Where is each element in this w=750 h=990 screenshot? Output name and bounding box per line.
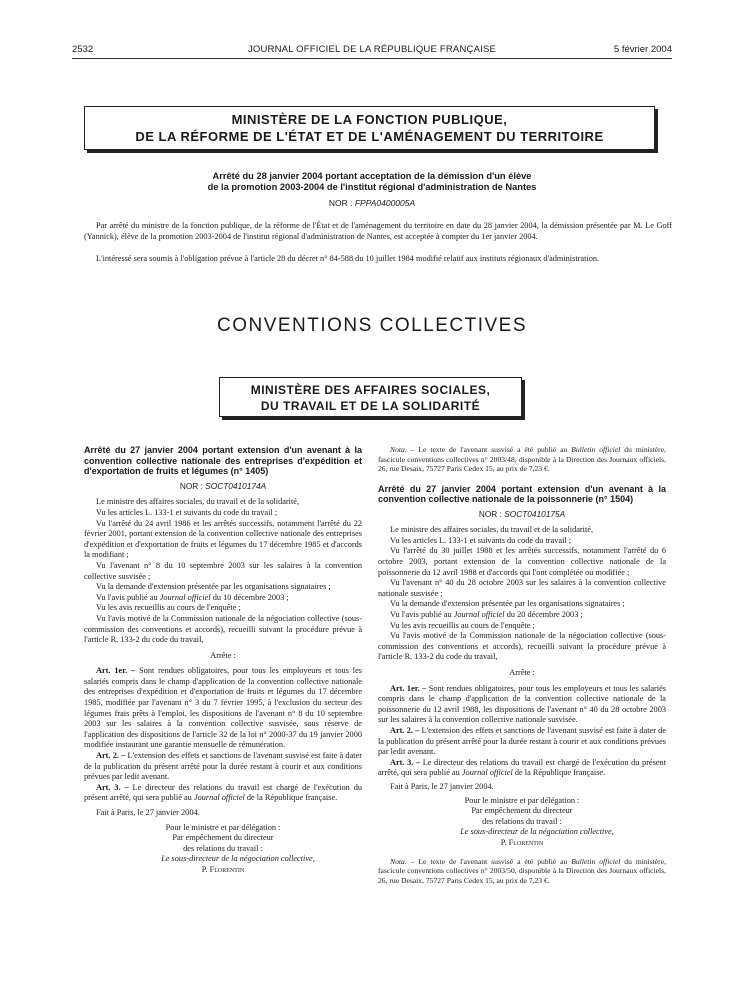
article-text: Sont rendues obligatoires, pour tous les employeurs et tous les salariés compris dans le champ d'application de la convention collective nationale de la poissonnerie du 12 avril 1988, les dispositions de l'avenant n° 40 du 28 octobre 2003 sur les salaires à la convention collective nationale susvisée. bbox=[378, 683, 666, 725]
bulletin-ref: Bulletin officiel bbox=[571, 856, 621, 866]
signatory-name: P. Florentin bbox=[201, 864, 245, 874]
paragraph: Vu l'arrêté du 30 juillet 1988 et les arrêtés successifs, notamment l'arrêté du 6 octobre 2003, portant extension de la convention collective nationale de la poissonnerie du 12 avril 1988 et d'accords qui l'ont complétée ou modifiée ; bbox=[378, 546, 666, 577]
nor-label: NOR : bbox=[478, 508, 502, 519]
signature-line: des relations du travail : bbox=[482, 816, 562, 826]
article-label: Art. 2. – bbox=[390, 725, 420, 735]
nota-text: du ministère, fascicule conventions collectives n° 2003/48, disponible à la Direction des Journaux officiels, 26, rue Desaix, 75727 Paris Cedex 15, au prix de 7,23 €. bbox=[378, 445, 666, 473]
paragraph: Vu l'avenant n° 8 du 10 septembre 2003 sur les salaires à la convention collective susvisée ; bbox=[84, 560, 362, 581]
article-text: Sont rendues obligatoires, pour tous les employeurs et tous les salariés compris dans le champ d'application de la convention collective nationale des entreprises d'expédition et d'exportation de fruits et légumes du 17 décembre 1985, modifiée par l'avenant n° 3 du 7 février 1995, à l'exclusion du secteur des légumes frais prêts à l'emploi, les dispositions de l'avenant n° 8 du 10 septembre 2003 sur les salaires à la convention collective susvisée, sous réserve de l'application des dispositions de l'article 32 de la loi n° 2000-37 du 19 janvier 2000 modifiée instaurant une garantie mensuelle de rémunération. bbox=[84, 666, 363, 750]
paragraph bbox=[84, 593, 362, 604]
journal-ref: Journal officiel bbox=[193, 793, 245, 803]
ministry-box-fonction-publique bbox=[84, 106, 655, 150]
article-text: L'extension des effets et sanctions de l'avenant susvisé est faite à dater de la publication du présent arrêté pour la durée restant à courir et aux conditions prévues par ledit avenant. bbox=[84, 751, 363, 782]
article-label: Art. 1er. – bbox=[390, 683, 427, 693]
article-1 bbox=[378, 684, 666, 726]
signature-line: Par empêchement du directeur bbox=[172, 833, 274, 843]
right-column bbox=[378, 445, 666, 885]
paragraph: Le ministre des affaires sociales, du travail et de la solidarité, bbox=[390, 525, 594, 535]
nota-label: Nota. – bbox=[390, 856, 415, 866]
arrete-title-line-2: de la promotion 2003-2004 de l'institut régional d'administration de Nantes bbox=[207, 182, 537, 192]
journal-title: JOURNAL OFFICIEL DE LA RÉPUBLIQUE FRANÇAISE bbox=[247, 44, 497, 55]
article-2 bbox=[84, 751, 362, 783]
nor-code: SOCT0410174A bbox=[205, 480, 267, 491]
fait-line: Fait à Paris, le 27 janvier 2004. bbox=[390, 781, 494, 791]
signature-line: Pour le ministre et par délégation : bbox=[165, 822, 281, 832]
paragraph: Vu les avis recueillis au cours de l'enquête ; bbox=[390, 620, 535, 630]
arrete-title: Arrêté du 27 janvier 2004 portant extension d'un avenant à la convention collective nationale des entreprises d'expédition et d'exportation de fruits et légumes (n° 1405) bbox=[84, 445, 362, 477]
arrete-label: Arrête : bbox=[509, 668, 535, 677]
paragraph: Vu l'avis motivé de la Commission nationale de la négociation collective (sous-commission des conventions et accords), recueilli suivant la procédure prévue à l'article R. 133-2 du code du travail, bbox=[378, 631, 666, 662]
journal-ref: Journal officiel bbox=[159, 592, 211, 602]
nota-text: du ministère, fascicule conventions collectives n° 2003/50, disponible à la Direction des Journaux officiels, 26, rue Desaix, 75727 Paris Cedex 15, au prix de 7,23 €. bbox=[378, 856, 666, 885]
ministry-line-1: MINISTÈRE DE LA FONCTION PUBLIQUE, bbox=[231, 112, 508, 127]
arrete-paragraph: Par arrêté du ministre de la fonction publique, de la réforme de l'État et de l'aménagement du territoire en date du 28 janvier 2004, la démission présentée par M. Le Goff (Yannick), élève de la promotion 2003-2004 de l'institut régional d'administration de Nantes, est acceptée à compter du 1er janvier 2004. bbox=[84, 221, 672, 241]
signature-line: Par empêchement du directeur bbox=[471, 806, 573, 816]
ministry-line-2: DU TRAVAIL ET DE LA SOLIDARITÉ bbox=[260, 399, 481, 413]
ministry-box-affaires-sociales bbox=[219, 377, 522, 417]
paragraph: Le ministre des affaires sociales, du travail et de la solidarité, bbox=[96, 497, 300, 507]
paragraph: Vu les articles L. 133-1 et suivants du code du travail ; bbox=[390, 535, 572, 545]
journal-ref: Journal officiel bbox=[461, 768, 513, 778]
paragraph: Vu l'avenant n° 40 du 28 octobre 2003 sur les salaires à la convention collective nationale susvisée ; bbox=[378, 578, 666, 598]
nota-text: Le texte de l'avenant susvisé a été publié au bbox=[418, 856, 568, 866]
signature-line: Le sous-directeur de la négociation collective, bbox=[460, 827, 614, 837]
arrete-title: Arrêté du 27 janvier 2004 portant extension d'un avenant à la convention collective nationale de la poissonnerie (n° 1504) bbox=[378, 483, 666, 505]
article-3 bbox=[84, 783, 362, 804]
article-text: de la République française. bbox=[514, 768, 606, 778]
article-label: Art. 3. – bbox=[390, 757, 421, 767]
text: Vu l'avis publié au bbox=[390, 610, 452, 620]
text: Vu l'avis publié au bbox=[96, 592, 158, 602]
fait-line: Fait à Paris, le 27 janvier 2004. bbox=[96, 808, 200, 817]
section-title: CONVENTIONS COLLECTIVES bbox=[216, 315, 528, 336]
nor-code: FPPA0400005A bbox=[354, 198, 416, 208]
bulletin-ref: Bulletin officiel bbox=[571, 445, 621, 454]
article-2 bbox=[378, 726, 666, 758]
article-1 bbox=[84, 666, 362, 751]
nor-reference bbox=[72, 198, 672, 208]
page-header bbox=[72, 44, 672, 59]
paragraph: Vu la demande d'extension présentée par les organisations signataires ; bbox=[96, 582, 331, 592]
signatory-name: P. Florentin bbox=[500, 837, 544, 847]
article-label: Art. 2. – bbox=[96, 751, 126, 761]
arrete-title-line-1: Arrêté du 28 janvier 2004 portant acceptation de la démission d'un élève bbox=[212, 171, 532, 181]
signature-line: des relations du travail : bbox=[183, 843, 263, 853]
paragraph bbox=[378, 610, 666, 621]
paragraph: Vu les articles L. 133-1 et suivants du code du travail ; bbox=[96, 507, 278, 517]
nor-label: NOR : bbox=[328, 198, 353, 208]
article-3 bbox=[378, 758, 666, 779]
arrete-paragraph: L'intéressé sera soumis à l'obligation prévue à l'article 28 du décret n° 84-588 du 10 juillet 1984 modifié relatif aux instituts régionaux d'administration. bbox=[96, 254, 600, 263]
nota-text: Le texte de l'avenant susvisé a été publié au bbox=[418, 445, 568, 454]
article-text: Le directeur des relations du travail est chargé de l'exécution du présent arrêté, qui sera publié au bbox=[378, 757, 667, 778]
nota bbox=[378, 445, 666, 474]
text: du 10 décembre 2003 ; bbox=[212, 592, 289, 602]
journal-ref: Journal officiel bbox=[453, 610, 505, 620]
paragraph: Vu la demande d'extension présentée par les organisations signataires ; bbox=[390, 599, 625, 609]
ministry-line-1: MINISTÈRE DES AFFAIRES SOCIALES, bbox=[250, 383, 491, 397]
signature-line: Pour le ministre et par délégation : bbox=[464, 795, 580, 805]
left-column bbox=[84, 445, 362, 876]
nota-label: Nota. – bbox=[390, 445, 415, 454]
article-text: L'extension des effets et sanctions de l'avenant susvisé est faite à dater de la publication du présent arrêté pour la durée restant à courir et aux conditions prévues par ledit avenant. bbox=[378, 725, 667, 757]
text: du 20 décembre 2003 ; bbox=[506, 610, 583, 620]
article-text: de la République française. bbox=[246, 793, 338, 803]
nor-label: NOR : bbox=[179, 480, 203, 491]
arrete-title bbox=[72, 171, 672, 193]
ministry-line-2: DE LA RÉFORME DE L'ÉTAT ET DE L'AMÉNAGEMENT DU TERRITOIRE bbox=[135, 129, 604, 144]
article-label: Art. 3. – bbox=[96, 782, 129, 792]
paragraph: Vu l'arrêté du 24 avril 1986 et les arrêtés successifs, notamment l'arrêté du 22 février 2001, portant extension de la convention collective nationale des entreprises d'expédition et d'exportation de fruits et légumes du 17 décembre 1985 et d'accords la modifiant ; bbox=[84, 518, 362, 560]
page-number: 2532 bbox=[72, 44, 94, 55]
nota bbox=[378, 857, 666, 886]
article-text: Le directeur des relations du travail est chargé de l'exécution du présent arrêté, qui sera publié au bbox=[84, 782, 363, 803]
signature-line: Le sous-directeur de la négociation collective, bbox=[161, 854, 315, 864]
arrete-label: Arrête : bbox=[210, 650, 236, 660]
nor-reference bbox=[378, 509, 666, 520]
nor-reference bbox=[84, 481, 362, 492]
paragraph: Vu l'avis motivé de la Commission nationale de la négociation collective (sous-commission des conventions et accords), recueilli suivant la procédure prévue à l'article R. 133-2 du code du travail, bbox=[84, 613, 362, 645]
issue-date: 5 février 2004 bbox=[613, 44, 672, 55]
nor-code: SOCT0410175A bbox=[504, 508, 566, 519]
paragraph: Vu les avis recueillis au cours de l'enquête ; bbox=[96, 603, 241, 613]
article-label: Art. 1er. – bbox=[96, 666, 136, 676]
